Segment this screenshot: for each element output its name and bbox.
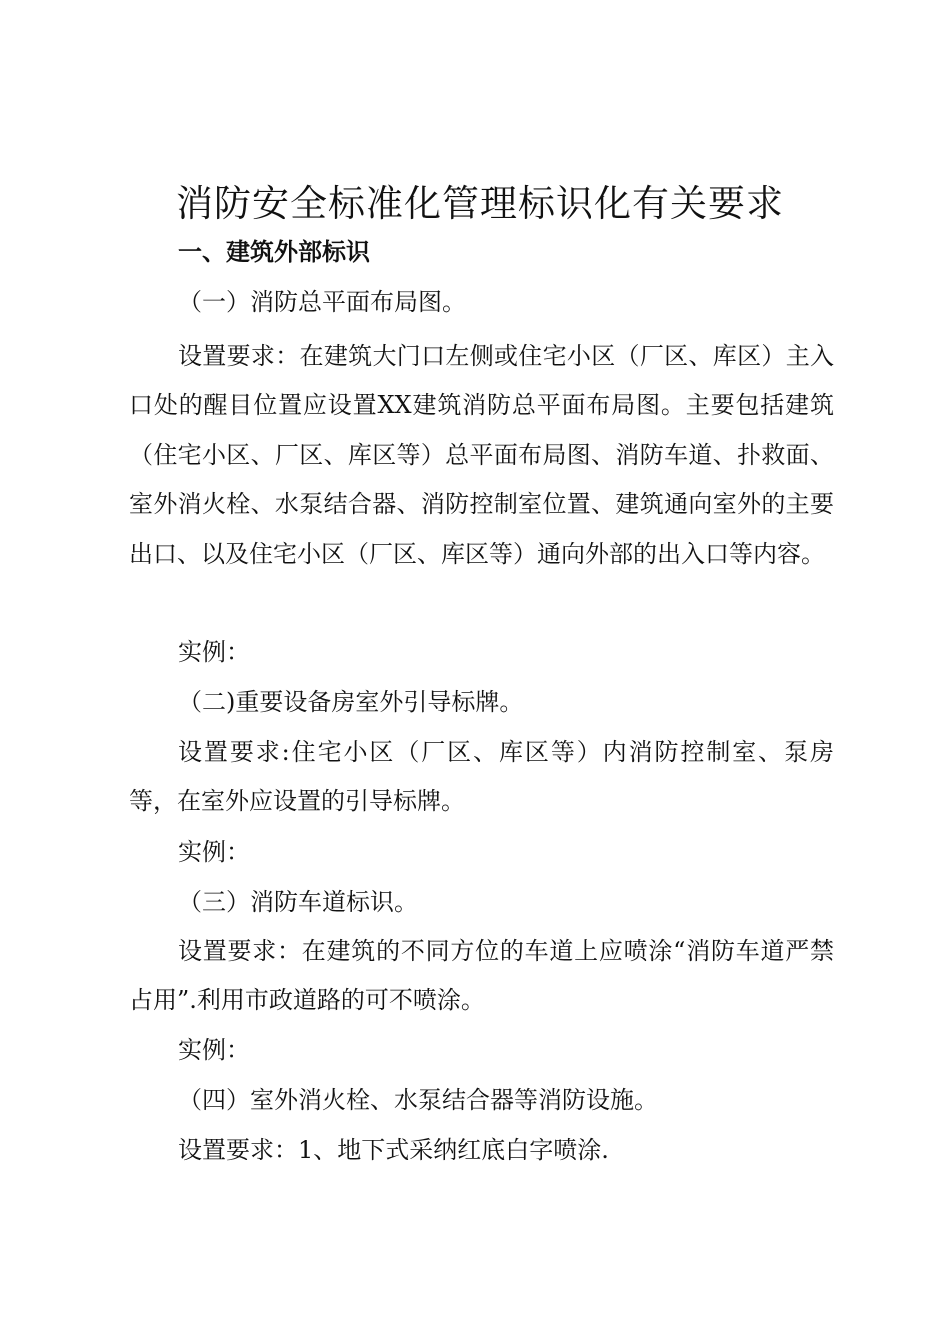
document-title: 消防安全标准化管理标识化有关要求	[176, 182, 784, 225]
item-3-heading: （三）消防车道标识。	[178, 888, 418, 916]
item-2-example-label: 实例：	[178, 838, 250, 866]
item-3-example-label: 实例：	[178, 1036, 250, 1064]
item-1-requirement: 设置要求：在建筑大门口左侧或住宅小区（厂区、库区）主入口处的醒目位置应设置XX建筑消防总平面布局图。主要包括建筑（住宅小区、厂区、库区等）总平面布局图、消防车道、扑救面、室外消火栓、水泵结合器、消防控制室位置、建筑通向室外的主要出口、以及住宅小区（厂区、库区等）通向外部的出入口等内容。	[129, 342, 834, 568]
item-1-example-label: 实例：	[178, 638, 250, 666]
item-4-heading: （四）室外消火栓、水泵结合器等消防设施。	[178, 1086, 658, 1114]
item-4-requirement: 设置要求：1、地下式采纳红底白字喷涂.	[178, 1136, 609, 1164]
item-2-requirement: 设置要求:住宅小区（厂区、库区等）内消防控制室、泵房等，在室外应设置的引导标牌。	[129, 738, 834, 816]
item-2-heading: （二)重要设备房室外引导标牌。	[178, 688, 524, 716]
item-3-requirement: 设置要求：在建筑的不同方位的车道上应喷涂“消防车道严禁占用”.利用市政道路的可不喷涂。	[129, 937, 834, 1015]
item-1-heading: （一）消防总平面布局图。	[178, 288, 466, 316]
section-heading: 一、建筑外部标识	[178, 238, 370, 266]
